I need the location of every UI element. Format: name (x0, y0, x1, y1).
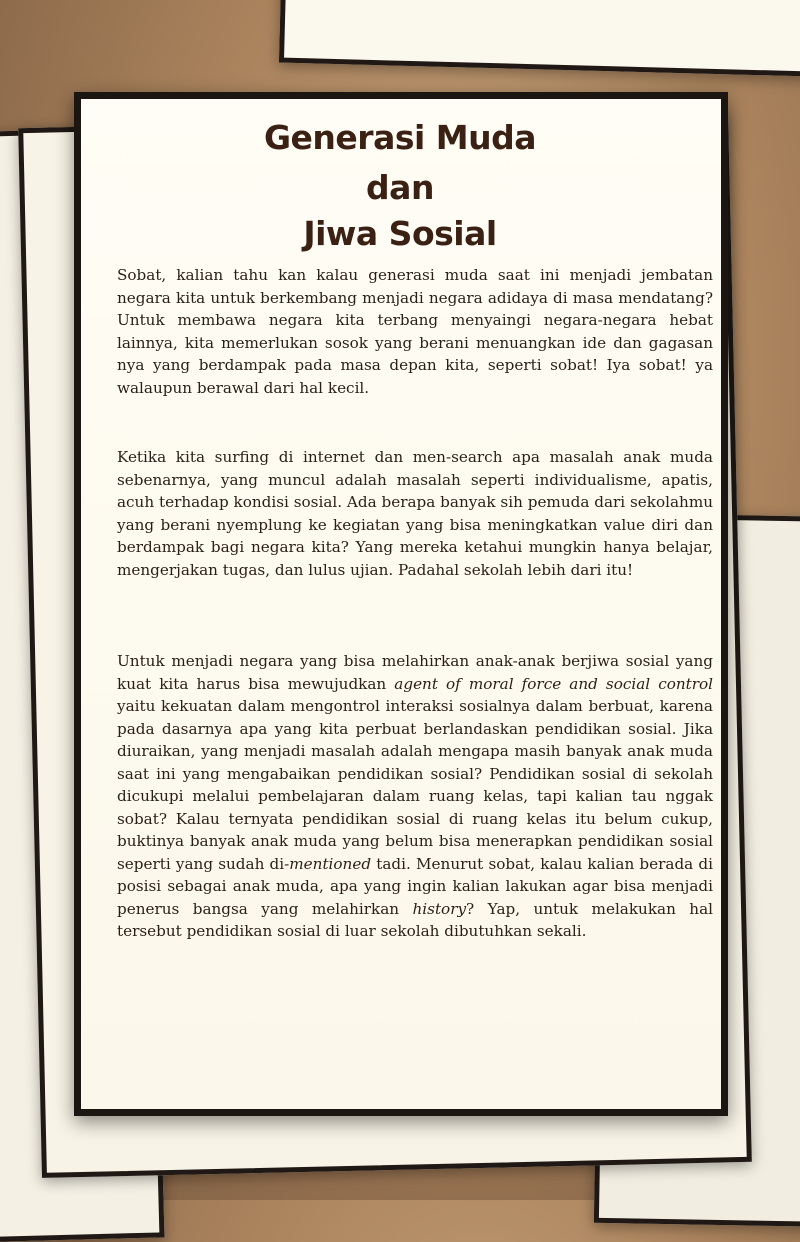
paragraph-3-text-b: yaitu kekuatan dalam mengontrol interaksi sosialnya dalam berbuat, karena pada dasarnya apa yang kita perbuat berlandaskan pendidikan sosial. Jika diuraikan, yang menjadi masalah adalah mengapa masih banyak anak muda saat ini yang mengabaikan pendidikan sosial? Pendidikan sosial di sekolah dicukupi melalui pembelajaran dalam ruang kelas, tapi kalian tau nggak sobat? Kalau ternyata pendidikan sosial di ruang kelas itu belum cukup, buktinya banyak anak muda yang belum bisa menerapkan pendidikan sosial seperti yang sudah di- (117, 697, 713, 873)
paragraph-3-text-a: Untuk menjadi negara yang bisa melahirkan anak-anak berjiwa sosial yang kuat kita harus bisa mewujudkan (117, 652, 713, 693)
paragraph-3-text-c: tadi. Menurut sobat, kalau kalian berada di posisi sebagai anak muda, apa yang ingin kalian lakukan agar bisa menjadi penerus bangsa yang melahirkan (117, 854, 714, 918)
title-line-2: dan (366, 168, 434, 207)
paragraph-2: Ketika kita surfing di internet dan men-search apa masalah anak muda sebenarnya, yang muncul adalah masalah seperti individualisme, apatis, acuh terhadap kondisi sosial. Ada berapa banyak sih pemuda dari sekolahmu yang berani nyemplung ke kegiatan yang bisa meningkatkan value diri dan berdampak bagi negara kita? Yang mereka ketahui mungkin hanya belajar, mengerjakan tugas, dan lulus ujian. Padahal sekolah lebih dari itu! (117, 448, 713, 579)
paragraph-3-italic-mentioned: mentioned (289, 854, 372, 873)
paragraph-3-text-d: ? Yap, untuk melakukan hal tersebut pendidikan sosial di luar sekolah dibutuhkan sekali. (117, 899, 713, 940)
paragraph-3-italic-history: history (412, 899, 467, 918)
title-line-3: Jiwa Sosial (303, 214, 497, 253)
title-line-1: Generasi Muda (263, 118, 537, 157)
paragraph-3-italic-agent: agent of moral force and social control (394, 674, 713, 693)
background-paper-top (279, 0, 800, 77)
paragraph-1: Sobat, kalian tahu kan kalau generasi muda saat ini menjadi jembatan negara kita untuk berkembang menjadi negara adidaya di masa mendatang? Untuk membawa negara kita terbang menyaingi negara-negara hebat lainnya, kita memerlukan sosok yang berani menuangkan ide dan gagasan nya yang berdampak pada masa depan kita, seperti sobat! Iya sobat! ya walaupun berawal dari hal kecil. (117, 266, 713, 397)
paragraph-3 (117, 650, 713, 943)
